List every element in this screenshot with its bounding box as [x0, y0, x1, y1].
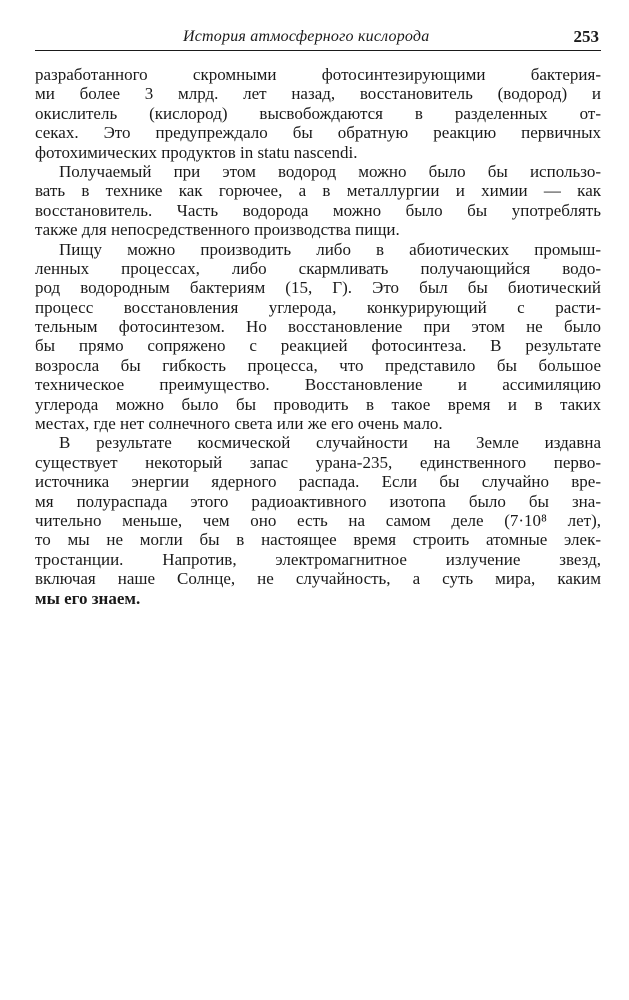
text-line: ми более 3 млрд. лет назад, восстановитель (водород) и: [35, 84, 601, 104]
text-line: процесс восстановления углерода, конкурирующий с расти-: [35, 297, 601, 317]
text-line: чительно меньше, чем оно есть на самом деле (7·10⁸ лет),: [35, 510, 601, 530]
text-line: род водородным бактериям (15, Г). Это был бы биотический: [35, 278, 601, 298]
text-line: разработанного скромными фотосинтезирующими бактерия-: [35, 65, 601, 84]
text-line: восстановитель. Часть водорода можно было бы употреблять: [35, 200, 601, 220]
text-line: секах. Это предупреждало бы обратную реакцию первичных: [35, 123, 601, 143]
text-line: В результате космической случайности на Земле издавна: [59, 433, 601, 453]
text-line: возросла бы гибкость процесса, что представило бы большое: [35, 355, 601, 375]
text-line: окислитель (кислород) высвобождаются в разделенных от-: [35, 103, 601, 123]
text-line: вать в технике как горючее, а в металлургии и химии — как: [35, 181, 601, 201]
text-line: существует некоторый запас урана-235, единственного перво-: [35, 452, 601, 472]
text-line: ленных процессах, либо скармливать получающийся водо-: [35, 258, 601, 278]
text-line: Пищу можно производить либо в абиотических промыш-: [59, 239, 601, 259]
text-line: техническое преимущество. Восстановление и ассимиляцию: [35, 375, 601, 395]
text-line: фотохимических продуктов in statu nascendi.: [35, 142, 358, 162]
text-line: то мы не могли бы в настоящее время строить атомные элек-: [35, 530, 601, 550]
text-line: тельным фотосинтезом. Но восстановление при этом не было: [35, 317, 601, 337]
text-line: местах, где нет солнечного света или же его очень мало.: [35, 414, 443, 434]
page-number: 253: [573, 27, 599, 46]
running-head: История атмосферного кислорода: [183, 28, 430, 45]
text-line: включая наше Солнце, не случайность, а суть мира, каким: [35, 569, 601, 589]
text-line: Получаемый при этом водород можно было бы использо-: [59, 161, 601, 181]
text-line: углерода можно было бы проводить в такое время и в таких: [35, 394, 601, 414]
text-line: также для непосредственного производства пищи.: [35, 220, 400, 240]
text-line: мы его знаем.: [35, 588, 141, 608]
body-text: [35, 65, 601, 608]
text-line: бы прямо сопряжено с реакцией фотосинтеза. В результате: [35, 336, 601, 356]
text-line: тростанции. Напротив, электромагнитное излучение звезд,: [35, 549, 601, 569]
page-header: [35, 26, 601, 51]
text-line: источника энергии ядерного распада. Если бы случайно вре-: [35, 472, 601, 492]
text-line: мя полураспада этого радиоактивного изотопа было бы зна-: [35, 491, 601, 511]
